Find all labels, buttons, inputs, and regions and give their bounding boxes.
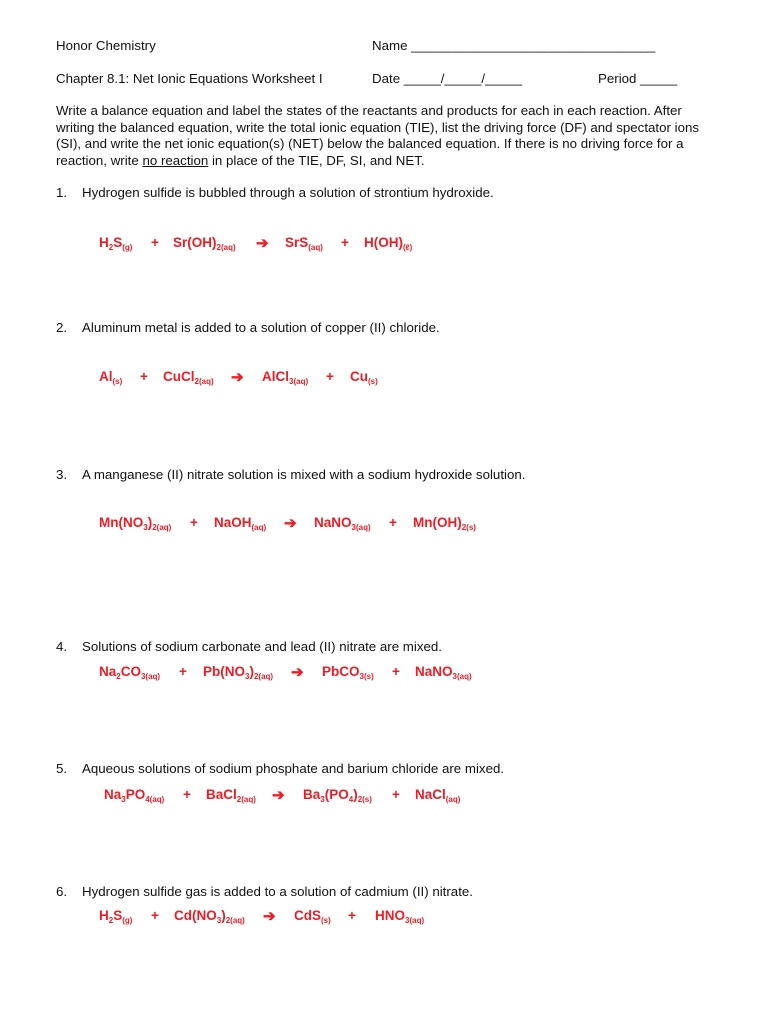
worksheet-title: Chapter 8.1: Net Ionic Equations Worksheet I	[56, 71, 323, 86]
plus-sign: +	[348, 908, 356, 923]
instructions-text-2: in place of the TIE, DF, SI, and NET.	[208, 152, 425, 168]
plus-sign: +	[392, 787, 400, 802]
reactant-pbno32: $Pb(NO_3)_{2(aq)}$	[203, 664, 274, 681]
question-number: 5.	[56, 761, 68, 776]
yield-arrow: ➔	[291, 664, 304, 681]
instructions-underlined: no reaction	[142, 152, 209, 168]
plus-sign: +	[140, 369, 148, 384]
plus-sign: +	[183, 787, 191, 802]
question-number: 6.	[56, 884, 68, 899]
yield-arrow: ➔	[284, 515, 297, 532]
reactant-sroh2: $Sr(OH)_{2(aq)}$	[173, 235, 236, 252]
product-cds: CdS$_{(s)}$	[294, 908, 331, 925]
product-hno3: $HNO_{3(aq)}$	[375, 908, 425, 925]
yield-arrow: ➔	[272, 787, 285, 804]
instructions-text-1: Write a balance equation and label the states of the reactants and products for each in each reaction. After writing the balanced equation, write the total ionic equation (TIE), list the driving force (DF) and spectator ions (SI), and write the net ionic equation(s) (NET) below the balanced equation. If there is no driving force for a reaction, write	[56, 103, 700, 168]
name-field: Name _________________________________	[372, 38, 656, 53]
product-hoh: $H(OH)_{(\ell)}$	[364, 235, 413, 252]
product-nano3: NaNO$_{3(aq)}$	[415, 664, 472, 681]
question-number: 2.	[56, 320, 68, 335]
plus-sign: +	[389, 515, 397, 530]
question-text: Hydrogen sulfide gas is added to a solution of cadmium (II) nitrate.	[82, 884, 473, 899]
question-text: Hydrogen sulfide is bubbled through a solution of strontium hydroxide.	[82, 185, 494, 200]
reactant-cucl2: CuCl$_{2(aq)}$	[163, 369, 214, 386]
question-text: Aluminum metal is added to a solution of copper (II) chloride.	[82, 320, 440, 335]
product-mnoh2: $Mn(OH)_{2(s)}$	[413, 515, 476, 532]
question-number: 3.	[56, 467, 68, 482]
plus-sign: +	[179, 664, 187, 679]
reactant-h2s: $H_2S_{(g)}$	[99, 908, 133, 925]
reactant-mnno32: $Mn(NO_3)_{2(aq)}$	[99, 515, 172, 532]
plus-sign: +	[151, 235, 159, 250]
question-number: 4.	[56, 639, 68, 654]
product-srs: SrS$_{(aq)}$	[285, 235, 323, 252]
question-text: A manganese (II) nitrate solution is mixed with a sodium hydroxide solution.	[82, 467, 526, 482]
reactant-na2co3: $Na_2CO_{3(aq)}$	[99, 664, 161, 681]
course-title: Honor Chemistry	[56, 38, 156, 53]
product-cu: $Cu_{(s)}$	[350, 369, 378, 386]
question-text: Solutions of sodium carbonate and lead (II) nitrate are mixed.	[82, 639, 442, 654]
instructions-paragraph	[56, 103, 716, 169]
plus-sign: +	[392, 664, 400, 679]
yield-arrow: ➔	[256, 235, 269, 252]
reactant-na3po4: $Na_3PO_{4(aq)}$	[104, 787, 165, 804]
period-field: Period _____	[598, 71, 678, 86]
product-alcl3: AlCl$_{3(aq)}$	[262, 369, 309, 386]
yield-arrow: ➔	[231, 369, 244, 386]
plus-sign: +	[341, 235, 349, 250]
reactant-al: $Al_{(s)}$	[99, 369, 123, 386]
product-ba3po42: $Ba_3(PO_4)_{2(s)}$	[303, 787, 372, 804]
reactant-naoh: NaOH$_{(aq)}$	[214, 515, 267, 532]
plus-sign: +	[190, 515, 198, 530]
question-number: 1.	[56, 185, 68, 200]
product-nacl: NaCl$_{(aq)}$	[415, 787, 461, 804]
product-nano3: NaNO$_{3(aq)}$	[314, 515, 371, 532]
plus-sign: +	[151, 908, 159, 923]
question-text: Aqueous solutions of sodium phosphate and barium chloride are mixed.	[82, 761, 505, 776]
reactant-bacl2: BaCl$_{2(aq)}$	[206, 787, 256, 804]
plus-sign: +	[326, 369, 334, 384]
product-pbco3: PbCO$_{3(s)}$	[322, 664, 374, 681]
date-field: Date _____/_____/_____	[372, 71, 523, 86]
reactant-cdno32: $Cd(NO_3)_{2(aq)}$	[174, 908, 245, 925]
yield-arrow: ➔	[263, 908, 276, 925]
reactant-h2s: $H_2S_{(g)}$	[99, 235, 133, 252]
